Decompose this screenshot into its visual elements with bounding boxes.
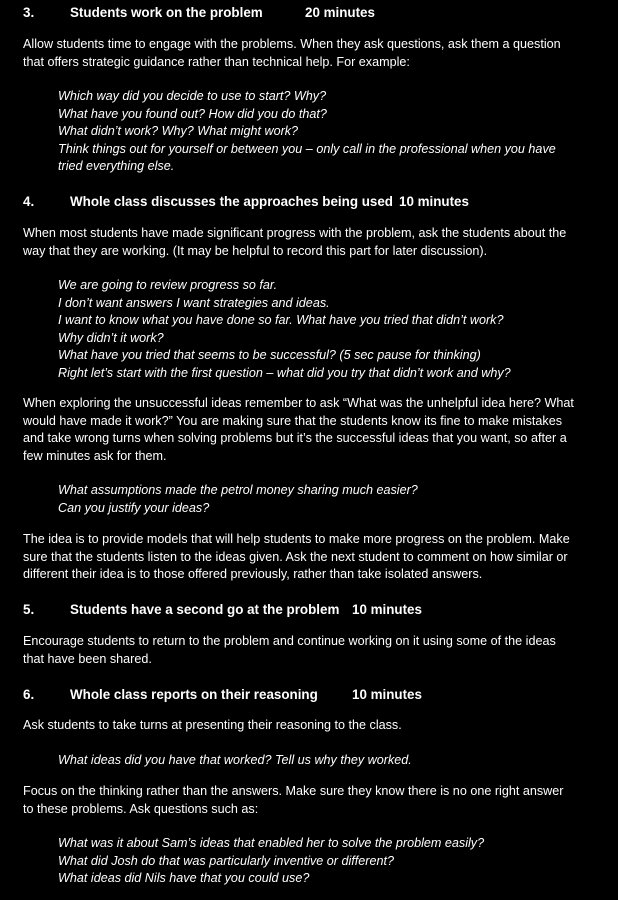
section-duration: 10 minutes [399, 194, 469, 209]
prompt-line: tried everything else. [58, 159, 175, 173]
section-6-paragraph-2 [23, 783, 609, 818]
text-line: different their idea is to those offered previously, rather than take isolated answers. [23, 567, 483, 581]
prompt-line: Right let’s start with the first question – what did you try that didn’t work and why? [58, 365, 511, 380]
text-line: Ask students to take turns at presenting their reasoning to the class. [23, 718, 402, 732]
prompt-line: I don’t want answers I want strategies and ideas. [58, 295, 330, 310]
prompt-line: What assumptions made the petrol money sharing much easier? [58, 483, 418, 497]
text-line: that offers strategic guidance rather than technical help. For example: [23, 54, 410, 69]
section-4-paragraph-3 [23, 531, 609, 584]
section-6-teacher-prompts [58, 752, 598, 770]
section-number: 3. [23, 5, 35, 20]
section-3-paragraph [23, 36, 609, 71]
text-line: Encourage students to return to the problem and continue working on it using some of the ideas [23, 634, 556, 648]
text-line: that have been shared. [23, 651, 152, 666]
text-line: way that they are working. (It may be helpful to record this part for later discussion). [23, 243, 488, 258]
section-duration: 10 minutes [352, 687, 422, 702]
section-number: 4. [23, 194, 35, 209]
prompt-line: What ideas did Nils have that you could use? [58, 871, 310, 885]
prompt-line: What didn’t work? Why? What might work? [58, 124, 299, 138]
text-line: Allow students time to engage with the problems. When they ask questions, ask them a question [23, 37, 561, 51]
section-title: Students work on the problem [70, 5, 263, 20]
prompt-line: Think things out for yourself or between you – only call in the professional when you have [58, 141, 556, 156]
prompt-line: What have you tried that seems to be successful? (5 sec pause for thinking) [58, 348, 481, 362]
prompt-line: What was it about Sam’s ideas that enabled her to solve the problem easily? [58, 836, 485, 850]
section-title: Whole class discusses the approaches being used [70, 194, 393, 209]
section-3-teacher-prompts [58, 88, 598, 176]
prompt-line: Why didn’t it work? [58, 330, 164, 345]
text-line: few minutes ask for them. [23, 448, 167, 463]
section-number: 6. [23, 687, 35, 702]
text-line: and take wrong turns when solving problems but it’s the successful ideas that you want, so after a [23, 431, 567, 445]
text-line: When exploring the unsuccessful ideas remember to ask “What was the unhelpful idea here? What [23, 396, 574, 410]
prompt-line: What did Josh do that was particularly inventive or different? [58, 853, 395, 868]
section-title: Students have a second go at the problem [70, 602, 340, 617]
section-4-paragraph [23, 225, 609, 260]
section-duration: 10 minutes [352, 602, 422, 617]
section-4-paragraph-2 [23, 395, 609, 465]
prompt-line: We are going to review progress so far. [58, 278, 278, 292]
prompt-line: Can you justify your ideas? [58, 500, 210, 515]
text-line: to these problems. Ask questions such as: [23, 801, 259, 816]
section-number: 5. [23, 602, 35, 617]
prompt-line: What have you found out? How did you do that? [58, 106, 327, 121]
text-line: sure that the students listen to the ideas given. Ask the next student to comment on how similar or [23, 549, 568, 564]
section-4-teacher-prompts [58, 277, 598, 382]
section-5-paragraph [23, 633, 609, 668]
section-duration: 20 minutes [305, 5, 375, 20]
section-4-teacher-prompts-2 [58, 482, 598, 517]
prompt-line: Which way did you decide to use to start? Why? [58, 89, 327, 103]
text-line: would have made it work?” You are making sure that the students know its fine to make mistakes [23, 413, 563, 428]
text-line: When most students have made significant progress with the problem, ask the students about the [23, 226, 567, 240]
prompt-line: What ideas did you have that worked? Tell us why they worked. [58, 753, 412, 767]
text-line: The idea is to provide models that will help students to make more progress on the problem. Make [23, 532, 570, 546]
section-6-paragraph [23, 717, 609, 735]
text-line: Focus on the thinking rather than the answers. Make sure they know there is no one right answer [23, 784, 564, 798]
section-6-teacher-prompts-2 [58, 835, 598, 888]
section-title: Whole class reports on their reasoning [70, 687, 318, 702]
prompt-line: I want to know what you have done so far. What have you tried that didn’t work? [58, 313, 504, 327]
